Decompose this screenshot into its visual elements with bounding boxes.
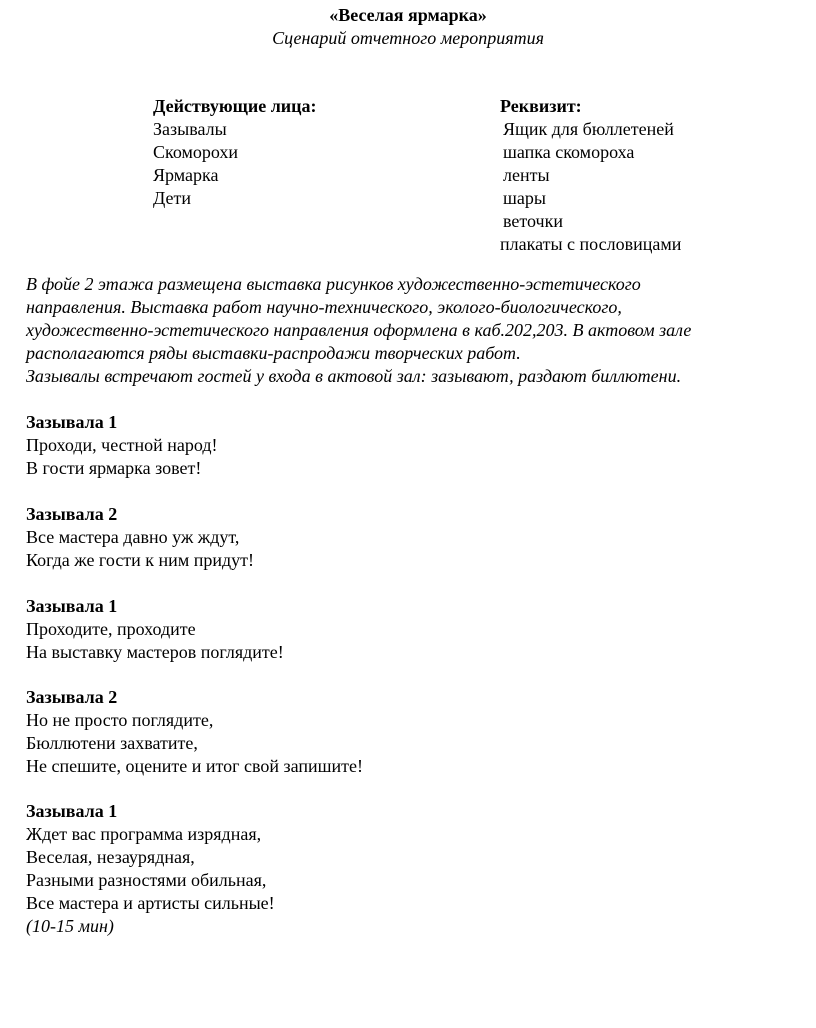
props-heading: Реквизит:	[500, 96, 582, 116]
speech-line: Ждет вас программа изрядная,	[26, 824, 262, 844]
character-item: Дети	[153, 188, 191, 208]
prop-item: веточки	[503, 211, 563, 231]
speech-line: Но не просто поглядите,	[26, 710, 214, 730]
speech-block	[26, 686, 363, 778]
speech-line: Проходите, проходите	[26, 619, 196, 639]
character-item: Зазывалы	[153, 119, 227, 139]
prop-item: шары	[503, 188, 546, 208]
speaker-name: Зазывала 2	[26, 504, 118, 524]
speech-line: Разными разностями обильная,	[26, 870, 267, 890]
props-list	[500, 95, 681, 256]
speech-line: На выставку мастеров поглядите!	[26, 642, 284, 662]
characters-heading: Действующие лица:	[153, 96, 317, 116]
character-item: Ярмарка	[153, 165, 219, 185]
intro-paragraph	[26, 273, 796, 388]
intro-line: направления. Выставка работ научно-технического, эколого-биологического,	[26, 297, 622, 317]
prop-item: шапка скомороха	[503, 142, 635, 162]
intro-line: художественно-эстетического направления оформлена в каб.202,203. В актовом зале	[26, 320, 692, 340]
speech-block	[26, 800, 275, 938]
intro-line: Зазывалы встречают гостей у входа в актовой зал: зазывают, раздают биллютени.	[26, 366, 682, 386]
prop-item: Ящик для бюллетеней	[503, 119, 674, 139]
speaker-name: Зазывала 1	[26, 801, 118, 821]
speech-line: Все мастера давно уж ждут,	[26, 527, 240, 547]
character-item: Скоморохи	[153, 142, 239, 162]
document-title: «Веселая ярмарка»	[329, 5, 487, 25]
speaker-name: Зазывала 2	[26, 687, 118, 707]
speech-line: Когда же гости к ним придут!	[26, 550, 254, 570]
prop-item: ленты	[503, 165, 550, 185]
speech-block	[26, 595, 284, 664]
speech-line: Проходи, честной народ!	[26, 435, 218, 455]
intro-line: В фойе 2 этажа размещена выставка рисунков художественно-эстетического	[26, 274, 641, 294]
speaker-name: Зазывала 1	[26, 596, 118, 616]
speech-line: Не спешите, оцените и итог свой запишите!	[26, 756, 363, 776]
speech-line: В гости ярмарка зовет!	[26, 458, 202, 478]
speech-block	[26, 411, 218, 480]
prop-item: плакаты с пословицами	[500, 234, 682, 254]
speech-line: Бюллютени захватите,	[26, 733, 198, 753]
document-subtitle: Сценарий отчетного мероприятия	[272, 28, 544, 48]
speaker-name: Зазывала 1	[26, 412, 118, 432]
speech-line: Веселая, незаурядная,	[26, 847, 195, 867]
speech-block	[26, 503, 254, 572]
intro-line: располагаются ряды выставки-распродажи творческих работ.	[26, 343, 521, 363]
characters-list	[153, 95, 317, 210]
duration-note: (10-15 мин)	[26, 916, 114, 936]
speech-line: Все мастера и артисты сильные!	[26, 893, 275, 913]
